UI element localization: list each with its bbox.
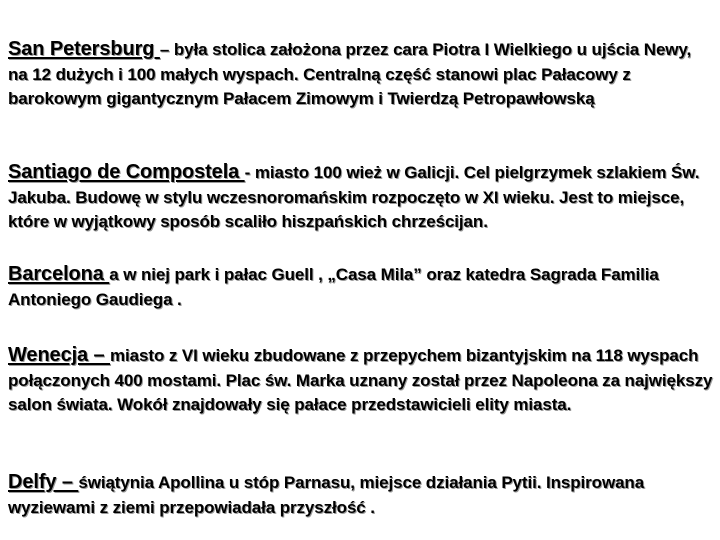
entry-description: a w niej park i pałac Guell , „Casa Mila” oraz katedra Sagrada Familia Antoniego Gaudiega .	[8, 265, 659, 309]
entry-description: - miasto 100 wież w Galicji. Cel pielgrzymek szlakiem Św. Jakuba. Budowę w stylu wczesnoromańskim rozpoczęto w XI wieku. Jest to miejsce, które w wyjątkowy sposób scaliło hiszpańskich chrześcijan.	[8, 163, 700, 231]
entry-description: – była stolica założona przez cara Piotra I Wielkiego u ujścia Newy, na 12 dużych i 100 małych wyspach. Centralną część stanowi plac Pałacowy z barokowym gigantycznym Pałacem Zimowym i Twierdzą Petropawłowską	[8, 40, 692, 108]
entry-santiago-de-compostela	[8, 160, 714, 235]
entry-title: Santiago de Compostela	[8, 161, 245, 183]
entry-san-petersburg	[8, 37, 714, 112]
entry-title: Delfy –	[8, 471, 79, 493]
entry-wenecja	[8, 343, 714, 418]
entry-title: San Petersburg	[8, 38, 160, 60]
entry-delfy	[8, 470, 714, 520]
entry-title: Barcelona	[8, 263, 110, 285]
entry-description: miasto z VI wieku zbudowane z przepychem bizantyjskim na 118 wyspach połączonych 400 mostami. Plac św. Marka uznany został przez Napoleona za największy salon świata. Wokół znajdowały się pałace przedstawicieli elity miasta.	[8, 346, 713, 414]
entry-title: Wenecja –	[8, 344, 111, 366]
entry-description: świątynia Apollina u stóp Parnasu, miejsce działania Pytii. Inspirowana wyziewami z ziemi przepowiadała przyszłość .	[8, 473, 645, 517]
entry-barcelona	[8, 262, 714, 312]
